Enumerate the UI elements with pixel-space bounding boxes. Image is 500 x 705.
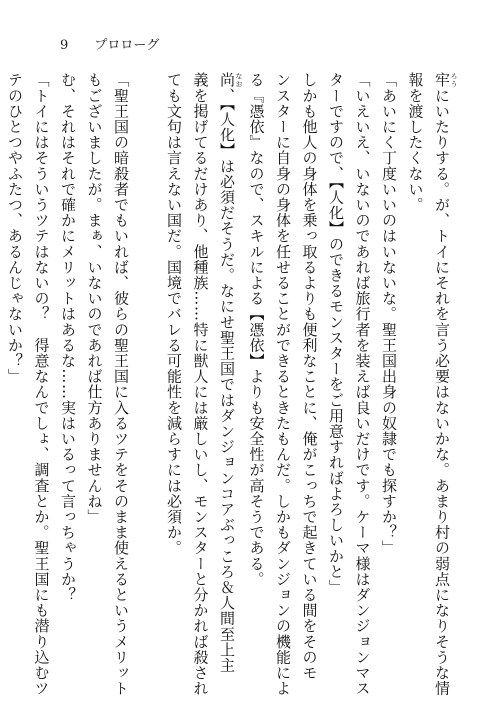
text-line: しかも他人の身体を乗っ取るよりも便利なことに、俺がこっちで起きている間をそのモ (300, 72, 319, 681)
page-header (60, 38, 159, 54)
text-line: む、それはそれで確かにメリットはあるな……実はいるって言っちゃうか？ (59, 72, 77, 603)
text-line: 「いえいえ、いないのであれば旅行者を装えば良いだけです。ケーマ様はダンジョンマス (353, 72, 372, 696)
page-number: 9 (60, 38, 69, 53)
text-line: る『憑依』なので、スキルによる【憑依】よりも安全性が高そうである。 (247, 72, 266, 587)
text-line (134, 72, 161, 680)
text-line: もございましたが。まぁ、いないのであれば仕方ありませんね」 (85, 72, 104, 525)
text-line: 「聖王国の暗殺者でもいれば、彼らの聖王国に入るツテをそのまま使えるというメリット (112, 72, 130, 696)
text-line: 「トイにはそういうツテはないの？ 得意なんでしょ、調査とか。聖王国にも潜り込むツ (32, 72, 51, 696)
text-line: 報を渡したくない。 (406, 72, 425, 213)
text-line (0, 72, 2, 680)
text-line: 尚 なお、【人化】は必須だそうだ。なにせ聖王国ではダンジョンコアぶっころ＆人間至上主 (218, 72, 243, 673)
text-line: 義を掲げてるだけあり、他種族……特に獣人には厳しいし、モンスターと分かれば殺され (191, 72, 210, 696)
text-line: ンスターに自身の身体を任せることができるときたもんだ。しかもダンジョンの機能によ (274, 72, 292, 696)
text-line: ターですので、【人化】のできるモンスターをご用意すればよろしいかと」 (327, 72, 345, 595)
text-line: 「あいにく丁度いいのはいないな。聖王国出身の奴隷でも探すか？」 (380, 72, 398, 556)
text-line: ても文句は言えない国だ。国境でバレる可能性を減らすには必須か。 (165, 72, 183, 556)
ruby-prison: 牢 ろう (433, 72, 458, 88)
text-line: テのひとつやふたつ、あるんじゃないか？」 (6, 72, 24, 384)
text-line: 牢 ろうにいたりする。が、トイにそれを言う必要はないかな。あまり村の弱点になりそうな情 (433, 72, 458, 697)
ruby-nao: 尚 なお (218, 72, 243, 88)
vertical-body-text (6, 72, 458, 697)
chapter-title: プロローグ (94, 38, 160, 53)
